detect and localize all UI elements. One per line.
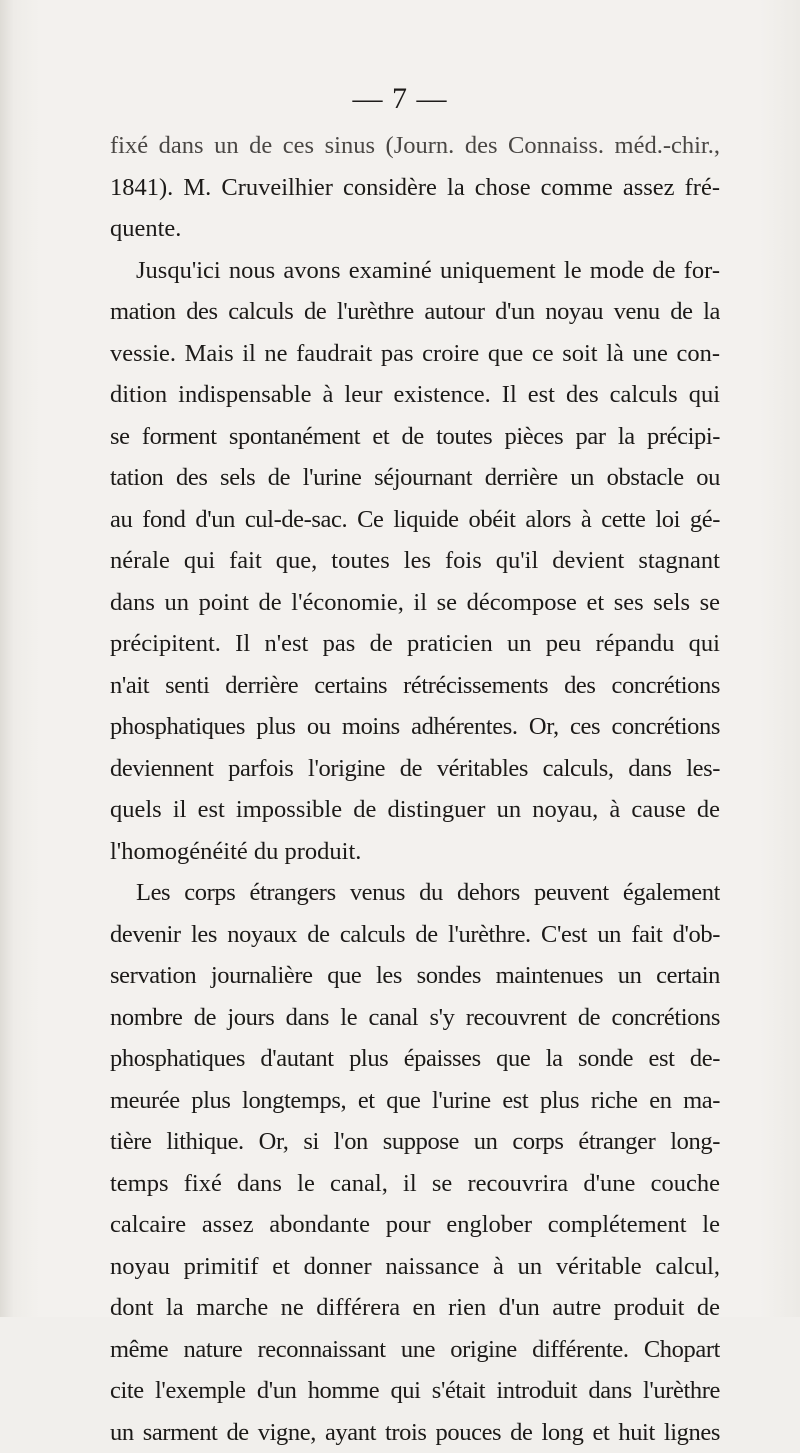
text-line: même nature reconnaissant une origine différente. Chopart — [110, 1329, 720, 1371]
text-line: l'homogénéité du produit. — [110, 831, 720, 873]
text-line: précipitent. Il n'est pas de praticien un peu répandu qui — [110, 623, 720, 665]
text-line: phosphatiques plus ou moins adhérentes. Or, ces concrétions — [110, 706, 720, 748]
text-line: quente. — [110, 208, 720, 250]
text-line: temps fixé dans le canal, il se recouvrira d'une couche — [110, 1163, 720, 1205]
text-line: dans un point de l'économie, il se décompose et ses sels se — [110, 582, 720, 624]
text-line: au fond d'un cul-de-sac. Ce liquide obéit alors à cette loi gé- — [110, 499, 720, 541]
text-body — [110, 125, 720, 1453]
text-line: mation des calculs de l'urèthre autour d'un noyau venu de la — [110, 291, 720, 333]
text-line: noyau primitif et donner naissance à un véritable calcul, — [110, 1246, 720, 1288]
text-line: deviennent parfois l'origine de véritables calculs, dans les- — [110, 748, 720, 790]
text-line: tière lithique. Or, si l'on suppose un corps étranger long- — [110, 1121, 720, 1163]
text-line: se forment spontanément et de toutes pièces par la précipi- — [110, 416, 720, 458]
paragraph-start-line: Jusqu'ici nous avons examiné uniquement le mode de for- — [110, 250, 720, 292]
text-line: n'ait senti derrière certains rétrécissements des concrétions — [110, 665, 720, 707]
text-line: tation des sels de l'urine séjournant derrière un obstacle ou — [110, 457, 720, 499]
text-line: calcaire assez abondante pour englober complétement le — [110, 1204, 720, 1246]
text-line: devenir les noyaux de calculs de l'urèthre. C'est un fait d'ob- — [110, 914, 720, 956]
text-line: quels il est impossible de distinguer un noyau, à cause de — [110, 789, 720, 831]
text-line: un sarment de vigne, ayant trois pouces de long et huit lignes — [110, 1412, 720, 1453]
text-line: cite l'exemple d'un homme qui s'était introduit dans l'urèthre — [110, 1370, 720, 1412]
text-line: dont la marche ne différera en rien d'un autre produit de — [110, 1287, 720, 1329]
page-number: — 7 — — [0, 82, 800, 116]
text-line: 1841). M. Cruveilhier considère la chose comme assez fré- — [110, 167, 720, 209]
text-line: fixé dans un de ces sinus (Journ. des Connaiss. méd.-chir., — [110, 125, 720, 167]
text-line: nérale qui fait que, toutes les fois qu'il devient stagnant — [110, 540, 720, 582]
text-line: nombre de jours dans le canal s'y recouvrent de concrétions — [110, 997, 720, 1039]
text-line: dition indispensable à leur existence. Il est des calculs qui — [110, 374, 720, 416]
text-line: servation journalière que les sondes maintenues un certain — [110, 955, 720, 997]
text-line: meurée plus longtemps, et que l'urine est plus riche en ma- — [110, 1080, 720, 1122]
text-line: vessie. Mais il ne faudrait pas croire que ce soit là une con- — [110, 333, 720, 375]
paragraph-start-line: Les corps étrangers venus du dehors peuvent également — [110, 872, 720, 914]
text-line: phosphatiques d'autant plus épaisses que la sonde est de- — [110, 1038, 720, 1080]
